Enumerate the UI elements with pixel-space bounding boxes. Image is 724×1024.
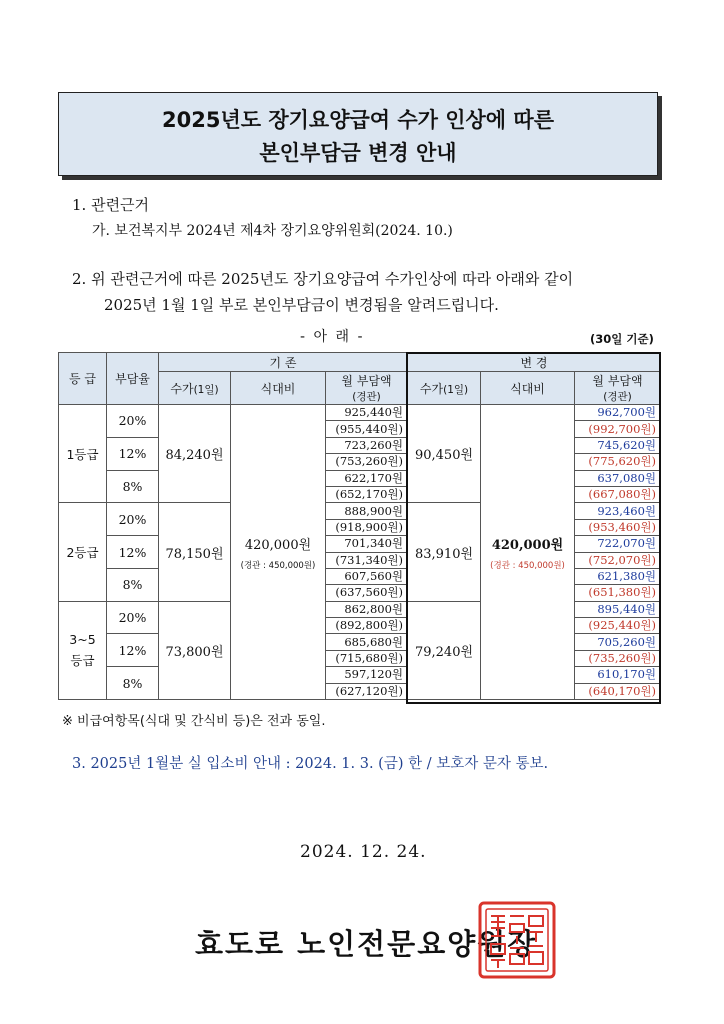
header-existing: 기 존 [159, 353, 408, 372]
title-line-1: 2025년도 장기요양급여 수가 인상에 따른 [162, 108, 554, 132]
header-fee-unit: (1일) [443, 383, 469, 396]
old-meal-cell [231, 405, 326, 700]
grade-line-1: 3~5 [69, 631, 96, 647]
new-tube-amount: (752,070원) [575, 552, 661, 568]
old-amount: 888,900원 [326, 503, 408, 519]
old-tube-amount: (627,120원) [326, 683, 408, 699]
rate-cell: 8% [107, 470, 159, 503]
old-fee-cell: 78,150원 [159, 503, 231, 601]
grade-line-2: 등급 [70, 652, 95, 668]
section2-line1: 2. 위 관련근거에 따른 2025년도 장기요양급여 수가인상에 따라 아래와 같이 [72, 270, 574, 288]
rate-cell: 8% [107, 667, 159, 700]
header-new-fee [408, 372, 481, 405]
new-amount: 705,260원 [575, 634, 661, 650]
header-monthly-sub: (경관) [352, 391, 381, 403]
new-amount: 621,380원 [575, 568, 661, 584]
old-amount: 723,260원 [326, 437, 408, 453]
old-meal-sub: (경관 : 450,000원) [240, 560, 316, 571]
date: 2024. 12. 24. [300, 842, 427, 862]
rate-cell: 12% [107, 536, 159, 569]
new-tube-amount: (775,620원) [575, 454, 661, 470]
new-tube-amount: (925,440원) [575, 618, 661, 634]
new-meal-value: 420,000원 [491, 537, 564, 553]
header-old-meal: 식대비 [231, 372, 326, 405]
section2-line2: 2025년 1월 1일 부로 본인부담금이 변경됨을 알려드립니다. [104, 296, 499, 314]
header-monthly-label: 월 부담액 [341, 374, 392, 388]
header-fee-unit: (1일) [193, 383, 219, 396]
header-fee-label: 수가 [170, 381, 194, 396]
rate-cell: 20% [107, 405, 159, 438]
rate-cell: 12% [107, 634, 159, 667]
old-fee-cell: 73,800원 [159, 601, 231, 699]
old-tube-amount: (753,260원) [326, 454, 408, 470]
new-amount: 962,700원 [575, 405, 661, 421]
fee-table [58, 352, 661, 700]
header-old-fee [159, 372, 231, 405]
rate-cell: 8% [107, 568, 159, 601]
new-fee-cell: 83,910원 [408, 503, 481, 601]
rate-cell: 20% [107, 503, 159, 536]
seal-glyphs-left [491, 916, 505, 968]
new-tube-amount: (651,380원) [575, 585, 661, 601]
grade-cell: 2등급 [59, 503, 107, 601]
seal-glyphs-middle [510, 916, 524, 964]
old-amount: 607,560원 [326, 568, 408, 584]
old-tube-amount: (918,900원) [326, 519, 408, 535]
official-seal-icon [477, 900, 557, 980]
note: ※ 비급여항목(식대 및 간식비 등)은 전과 동일. [62, 714, 326, 729]
header-new-monthly [575, 372, 661, 405]
grade-cell [59, 601, 107, 699]
seal-glyphs-right [529, 916, 543, 964]
old-amount: 622,170원 [326, 470, 408, 486]
new-meal-cell [481, 405, 575, 700]
old-amount: 685,680원 [326, 634, 408, 650]
section1-heading: 1. 관련근거 [72, 196, 150, 214]
old-tube-amount: (637,560원) [326, 585, 408, 601]
new-meal-sub: (경관 : 450,000원) [490, 560, 565, 571]
old-tube-amount: (715,680원) [326, 650, 408, 666]
header-fee-label: 수가 [419, 381, 444, 396]
new-amount: 722,070원 [575, 536, 661, 552]
basis-note: (30일 기준) [590, 332, 654, 346]
header-new-meal: 식대비 [481, 372, 575, 405]
old-amount: 701,340원 [326, 536, 408, 552]
header-monthly-sub: (경관) [603, 391, 632, 403]
title-line-2: 본인부담금 변경 안내 [259, 141, 457, 165]
new-amount: 745,620원 [575, 437, 661, 453]
header-rate: 부담율 [107, 353, 159, 405]
new-fee-cell: 90,450원 [408, 405, 481, 503]
new-tube-amount: (735,260원) [575, 650, 661, 666]
new-tube-amount: (992,700원) [575, 421, 661, 437]
new-amount: 637,080원 [575, 470, 661, 486]
grade-cell: 1등급 [59, 405, 107, 503]
new-tube-amount: (640,170원) [575, 683, 661, 699]
new-tube-amount: (953,460원) [575, 519, 661, 535]
old-amount: 862,800원 [326, 601, 408, 617]
new-tube-amount: (667,080원) [575, 486, 661, 502]
header-monthly-label: 월 부담액 [592, 374, 643, 388]
header-old-monthly [326, 372, 408, 405]
old-amount: 925,440원 [326, 405, 408, 421]
old-fee-cell: 84,240원 [159, 405, 231, 503]
old-tube-amount: (892,800원) [326, 618, 408, 634]
old-tube-amount: (731,340원) [326, 552, 408, 568]
rate-cell: 20% [107, 601, 159, 634]
new-amount: 923,460원 [575, 503, 661, 519]
signature: 효도로 노인전문요양원장 [195, 927, 538, 961]
new-fee-cell: 79,240원 [408, 601, 481, 699]
rate-cell: 12% [107, 437, 159, 470]
new-amount: 610,170원 [575, 667, 661, 683]
old-tube-amount: (955,440원) [326, 421, 408, 437]
section3: 3. 2025년 1월분 실 입소비 안내 : 2024. 1. 3. (금) 한 / 보호자 문자 통보. [72, 756, 549, 772]
old-tube-amount: (652,170원) [326, 486, 408, 502]
section1-sub: 가. 보건복지부 2024년 제4차 장기요양위원회(2024. 10.) [92, 223, 453, 239]
header-changed: 변 경 [408, 353, 661, 372]
old-meal-value: 420,000원 [244, 537, 312, 553]
new-amount: 895,440원 [575, 601, 661, 617]
title-box [58, 92, 658, 176]
below-label: - 아 래 - [300, 329, 365, 345]
old-amount: 597,120원 [326, 667, 408, 683]
header-grade: 등 급 [59, 353, 107, 405]
